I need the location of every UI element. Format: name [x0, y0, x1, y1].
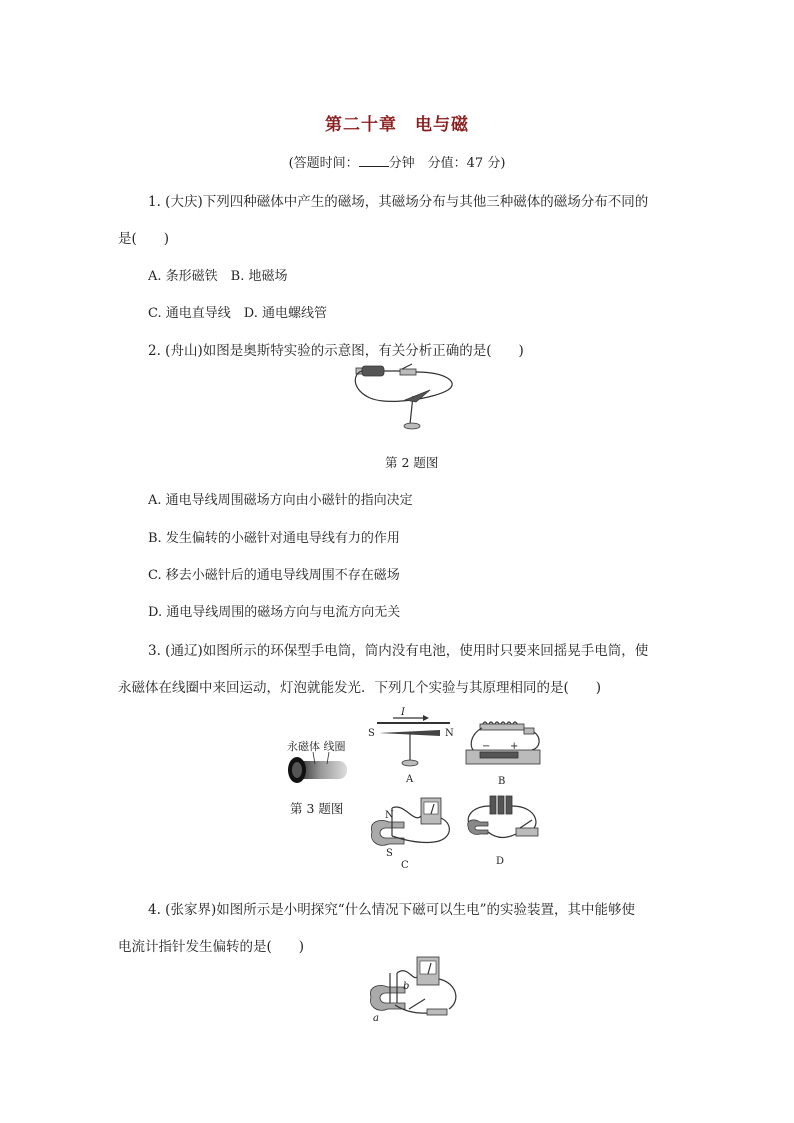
q2-option-c: C. 移去小磁针后的通电导线周围不存在磁场: [148, 568, 400, 583]
q1-options-ab: A. 条形磁铁 B. 地磁场: [148, 269, 288, 284]
fig-b-label: B: [498, 776, 506, 787]
q2-option-b: B. 发生偏转的小磁针对通电导线有力的作用: [148, 531, 400, 546]
subtitle-suffix: 分钟 分值：47 分): [388, 156, 506, 171]
time-blank: [359, 154, 389, 167]
south-label-a: S: [368, 728, 375, 739]
subtitle-prefix: (答题时间：: [288, 156, 359, 171]
q1-stem-line1: 1. (大庆)下列四种磁体中产生的磁场，其磁场分布与其他三种磁体的磁场分布不同的: [148, 194, 649, 210]
q2-option-a: A. 通电导线周围磁场方向由小磁针的指向决定: [148, 493, 413, 508]
a-label: a: [373, 1013, 379, 1024]
b-label: b: [403, 981, 410, 992]
south-label-c: S: [386, 848, 393, 859]
answer-time-line: [0, 152, 794, 171]
q3-figure-caption: 第 3 题图: [290, 801, 344, 816]
q4-stem-line2: 电流计指针发生偏转的是( ): [118, 939, 305, 955]
q3-stem-line2: 永磁体在线圈中来回运动，灯泡就能发光．下列几个实验与其原理相同的是( ): [118, 680, 602, 696]
current-label: I: [401, 707, 405, 718]
q3-figure-c: [364, 794, 459, 874]
q1-options-cd: C. 通电直导线 D. 通电螺线管: [148, 306, 327, 321]
q3-stem-line1: 3. (通辽)如图所示的环保型手电筒，筒内没有电池，使用时只要来回摇晃手电筒，使: [148, 643, 649, 659]
q2-figure-caption: 第 2 题图: [385, 455, 439, 470]
q2-stem: 2. (舟山)如图是奥斯特实验的示意图，有关分析正确的是( ): [148, 343, 524, 359]
north-label-a: N: [445, 728, 454, 739]
fig-a-label: A: [406, 774, 414, 785]
q2-oersted-figure: [350, 360, 460, 435]
minus-label: −: [482, 741, 491, 752]
fig-d-label: D: [496, 856, 505, 867]
q3-figure-a: [365, 706, 460, 791]
q1-stem-line2: 是( ): [118, 231, 170, 247]
chapter-title: 第二十章 电与磁: [325, 115, 469, 135]
q2-option-d: D. 通电导线周围的磁场方向与电流方向无关: [148, 605, 401, 620]
q4-stem-line1: 4. (张家界)如图所示是小明探究“什么情况下磁可以生电”的实验装置，其中能够使: [148, 902, 636, 918]
north-label-c: N: [385, 810, 394, 821]
fig-c-label: C: [401, 860, 409, 871]
q3-figure-d: [458, 792, 548, 872]
flashlight-figure: [285, 752, 355, 788]
q3-figure-b: [462, 714, 544, 789]
flashlight-label: 永磁体 线圈: [287, 740, 346, 753]
plus-label: +: [510, 741, 519, 752]
q4-induction-figure: [365, 955, 465, 1025]
